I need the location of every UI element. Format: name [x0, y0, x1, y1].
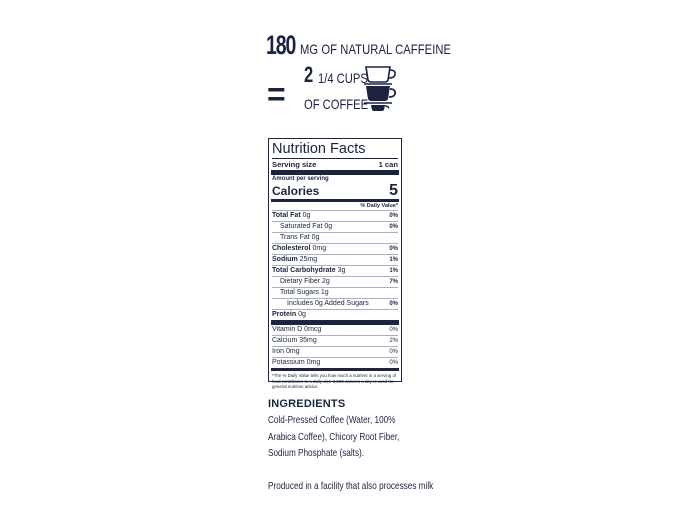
nutrient-row [272, 222, 398, 232]
nutrient-amount: 1g [320, 289, 329, 296]
nutrient-label: Trans Fat [280, 234, 310, 241]
nutrient-label: Includes 0g Added Sugars [287, 300, 369, 307]
caffeine-statement [266, 30, 489, 61]
nutrient-amount: 0mg [312, 245, 327, 252]
nutrient-row [272, 288, 398, 298]
nutrient-amount: 0g [311, 234, 320, 241]
calories-row [272, 183, 398, 199]
nutrition-title: Nutrition Facts [272, 141, 398, 159]
vitamin-dv: 0% [389, 327, 398, 333]
vitamin-amount: 0mg [306, 359, 321, 366]
nutrient-dv: 0% [389, 246, 398, 252]
nutrition-facts-panel [268, 138, 402, 389]
nutrient-amount: 3g [337, 267, 346, 274]
serving-value: 1 can [378, 160, 398, 169]
cups-whole-number: 2 [304, 62, 314, 87]
nutrient-row [272, 255, 398, 265]
nutrient-dv: 7% [389, 279, 398, 285]
nutrient-label: Dietary Fiber [280, 278, 321, 285]
vitamin-label: Vitamin D [272, 326, 303, 333]
vitamin-row [272, 325, 398, 335]
nutrient-label: Total Sugars [280, 289, 319, 296]
vitamin-row [272, 358, 398, 368]
nutrient-label: Saturated Fat [280, 223, 323, 230]
caffeine-text: MG OF NATURAL CAFFEINE [300, 41, 452, 57]
nutrient-label: Sodium [272, 256, 298, 263]
nutrient-label: Cholesterol [272, 245, 311, 252]
facility-note: Produced in a facility that also processes milk [268, 480, 434, 492]
nutrient-amount: 0g [302, 212, 311, 219]
nutrient-amount: 0g [298, 311, 306, 318]
stacked-coffee-cups-icon [363, 62, 403, 114]
nutrient-dv: 0% [389, 213, 398, 219]
vitamin-amount: 0mcg [304, 326, 322, 333]
nutrient-label: Protein [272, 311, 297, 318]
nutrient-row [272, 211, 398, 221]
vitamin-label: Calcium [272, 337, 298, 344]
vitamin-dv: 0% [389, 349, 398, 355]
daily-value-header: % Daily Value* [360, 203, 398, 209]
nutrient-row [272, 266, 398, 276]
vitamin-row [272, 347, 398, 357]
cups-text: OF COFFEE [304, 96, 369, 112]
nutrient-amount: 0g [324, 223, 333, 230]
nutrient-row [272, 244, 398, 254]
nutrient-row [272, 299, 398, 309]
vitamin-label: Potassium [272, 359, 305, 366]
nutrient-amount: 2g [322, 278, 330, 285]
nutrient-label: Total Carbohydrate [272, 267, 336, 274]
vitamin-dv: 2% [389, 338, 398, 344]
calories-value: 5 [389, 182, 398, 199]
nutrient-row [272, 310, 398, 320]
ingredients-heading: INGREDIENTS [268, 398, 346, 410]
nutrient-row [272, 277, 398, 287]
nutrient-label: Total Fat [272, 212, 301, 219]
vitamin-label: Iron [272, 348, 285, 355]
nutrient-amount: 25mg [299, 256, 318, 263]
ingredients-text: Cold-Pressed Coffee (Water, 100% Arabica Coffee), Chicory Root Fiber, Sodium Phosphate (salts). [268, 414, 400, 459]
cups-fraction: 1/4 CUPS [318, 70, 368, 86]
vitamin-row [272, 336, 398, 346]
nutrient-dv: 1% [389, 268, 398, 274]
vitamin-dv: 0% [389, 360, 398, 366]
equals-sign: = [267, 76, 286, 112]
nutrient-dv: 1% [389, 257, 398, 263]
vitamin-amount: 0mg [286, 348, 300, 355]
serving-size-row [272, 159, 398, 170]
daily-value-footnote: *The % Daily Value tells you how much a nutrient in a serving of food contributes to a daily diet. 2,000 calories a day is used for general nutrition advice. [272, 373, 397, 389]
nutrient-row [272, 233, 398, 243]
amount-per-serving: Amount per serving [272, 176, 329, 182]
serving-label: Serving size [272, 160, 317, 169]
nutrient-dv: 0% [389, 224, 398, 230]
vitamin-amount: 35mg [299, 337, 317, 344]
divider-medium [271, 368, 399, 371]
calories-label: Calories [272, 184, 320, 198]
caffeine-amount: 180 [266, 30, 296, 60]
nutrient-dv: 0% [389, 301, 398, 307]
